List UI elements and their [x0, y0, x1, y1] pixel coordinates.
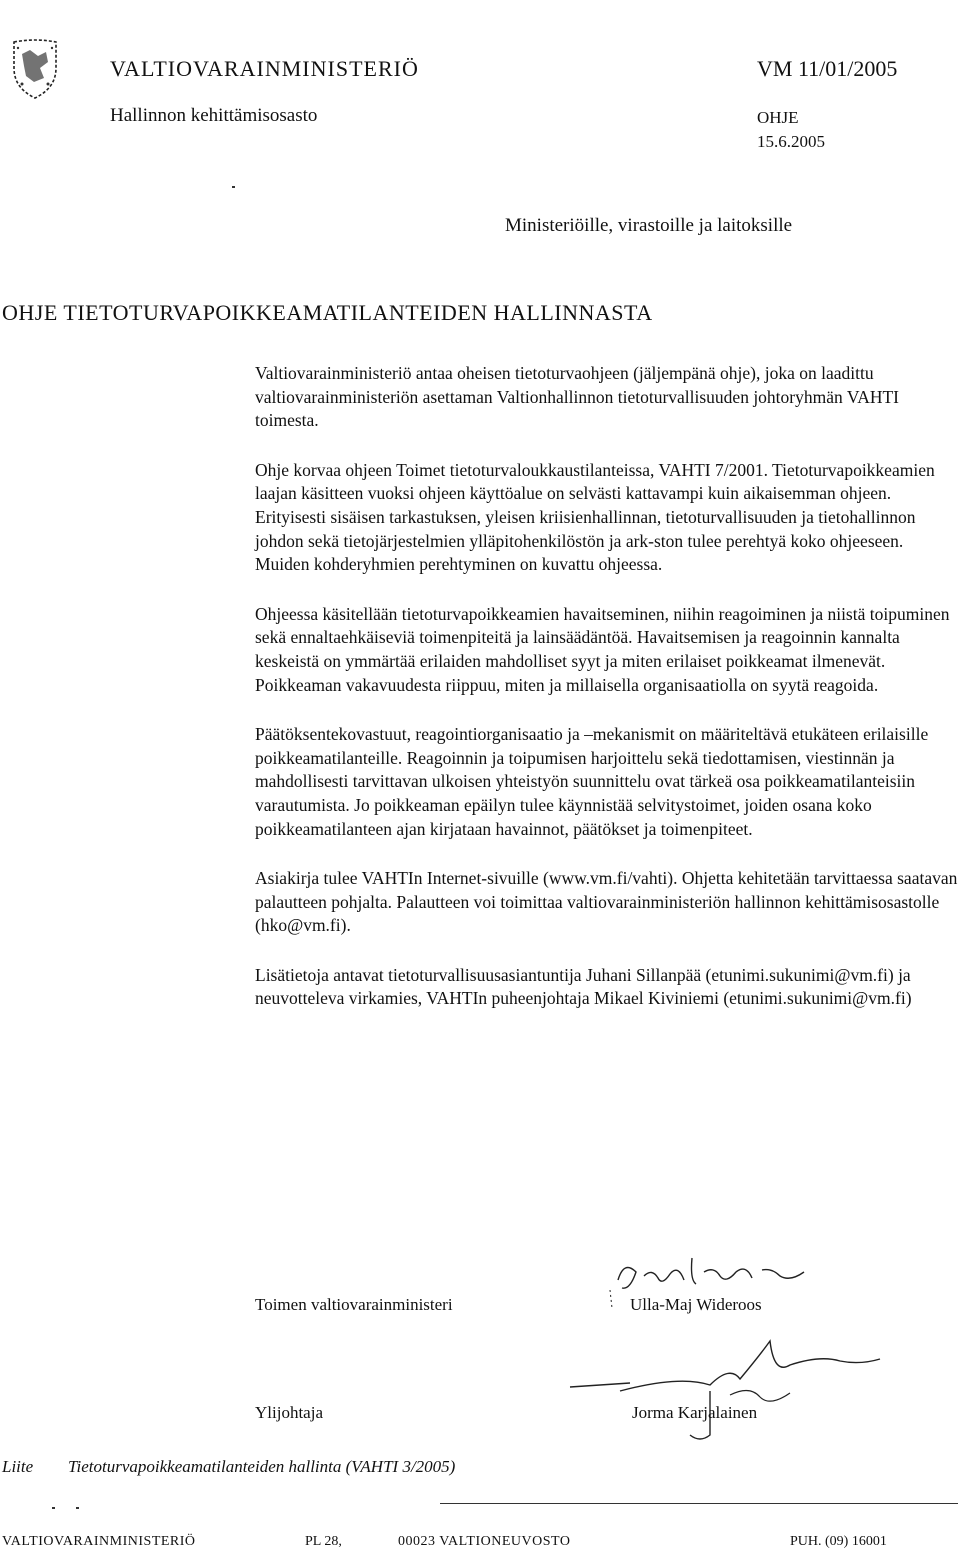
signature-role-minister: Toimen valtiovarainministeri — [255, 1295, 453, 1314]
body-paragraph: Asiakirja tulee VAHTIn Internet-sivuille (www.vm.fi/vahti). Ohjetta kehitetään tarvittaessa saatavan palautteen pohjalta. Palautteen voi toimittaa valtiovarainministeriön hallinnon kehittämisosastolle (hko@vm.fi). — [255, 868, 958, 936]
body-paragraph: Päätöksentekovastuut, reagointiorganisaatio ja –mekanismit on määriteltävä etukäteen erilaisille poikkeamatilanteille. Reagoinnin ja toipumisen harjoittelu sekä tiedottamisen, viestinnän ja mahdollisesti tarvittavan ulkoisen yhteistyön suunnittelu ovat tärkeä osa poikkeamatilanteisiin varautumista. Jo poikkeaman epäilyn tulee käynnistää selvitystoimet, joiden osana koko poikkeamatilanteen ajan kirjataan havainnot, päätökset ja toimenpiteet. — [255, 724, 929, 839]
body-paragraph: Lisätietoja antavat tietoturvallisuusasiantuntija Juhani Sillanpää (etunimi.sukunimi@vm.fi) ja neuvotteleva virkamies, VAHTIn puheenjohtaja Mikael Kiviniemi (etunimi.sukunimi@vm.fi) — [255, 964, 912, 1009]
scan-speck — [52, 1507, 55, 1509]
footer-divider — [440, 1503, 958, 1504]
footer-phone: PUH. (09) 16001 — [790, 1534, 887, 1549]
body-paragraph: Valtiovarainministeriö antaa oheisen tietoturvaohjeen (jäljempänä ohje), joka on laadittu valtiovarainministeriön asettaman Valtionhallinnon tietoturvallisuuden johtoryhmän VAHTI toimesta. — [255, 363, 899, 431]
signature-role-director-general: Ylijohtaja — [255, 1403, 323, 1422]
ministry-name: VALTIOVARAINMINISTERIÖ — [110, 56, 419, 81]
ministry-coat-of-arms-logo — [8, 38, 62, 100]
footer-address: 00023 VALTIONEUVOSTO — [398, 1534, 571, 1549]
attachment-label: Liite — [2, 1457, 34, 1476]
footer-po-box: PL 28, — [305, 1534, 342, 1549]
body-paragraph: Ohjeessa käsitellään tietoturvapoikkeamien havaitseminen, niihin reagoiminen ja niistä toipuminen sekä ennaltaehkäiseviä toimenpiteitä ja lainsäädäntöä. Havaitsemisen ja reagoinnin kannalta keskeistä on ymmärtää erilaiden mahdolliset syyt ja miten erilaiset poikkeamat ilmenevät. Poikkeaman vakavuudesta riippuu, miten ja millaisella organisaatiolla on syytä reagoida. — [255, 603, 950, 695]
document-title: OHJE TIETOTURVAPOIKKEAMATILANTEIDEN HALLINNASTA — [2, 300, 653, 325]
document-number: VM 11/01/2005 — [757, 56, 898, 81]
department-name: Hallinnon kehittämisosasto — [110, 105, 318, 126]
document-type: OHJE — [757, 108, 799, 127]
document-body — [255, 362, 960, 1037]
signature-name-director-general: Jorma Karjalainen — [632, 1403, 758, 1422]
footer-organization: VALTIOVARAINMINISTERIÖ — [2, 1534, 196, 1549]
signature-name-minister: Ulla-Maj Wideroos — [630, 1295, 762, 1314]
document-date: 15.6.2005 — [757, 132, 825, 151]
handwritten-signature-2 — [560, 1335, 890, 1445]
attachment-title: Tietoturvapoikkeamatilanteiden hallinta (VAHTI 3/2005) — [68, 1457, 456, 1476]
scan-speck — [76, 1507, 79, 1509]
scan-speck — [232, 186, 235, 188]
body-paragraph: Ohje korvaa ohjeen Toimet tietoturvaloukkaustilanteissa, VAHTI 7/2001. Tietoturvapoikkeamien laajan käsitteen vuoksi ohjeen käyttöalue on selvästi kattavampi kuin aikaisemman ohjeen. Erityisesti sisäisen tarkastuksen, yleisen kriisienhallinnan, tietoturvallisuuden ja tietohallinnon johdon sekä tietojärjestelmien ylläpitohenkilöstön ja ark-ston tulee perehtyä koko ohjeeseen. Muiden kohderyhmien perehtyminen on kuvattu ohjeessa. — [255, 459, 935, 575]
recipients-line: Ministeriöille, virastoille ja laitoksille — [505, 215, 793, 236]
